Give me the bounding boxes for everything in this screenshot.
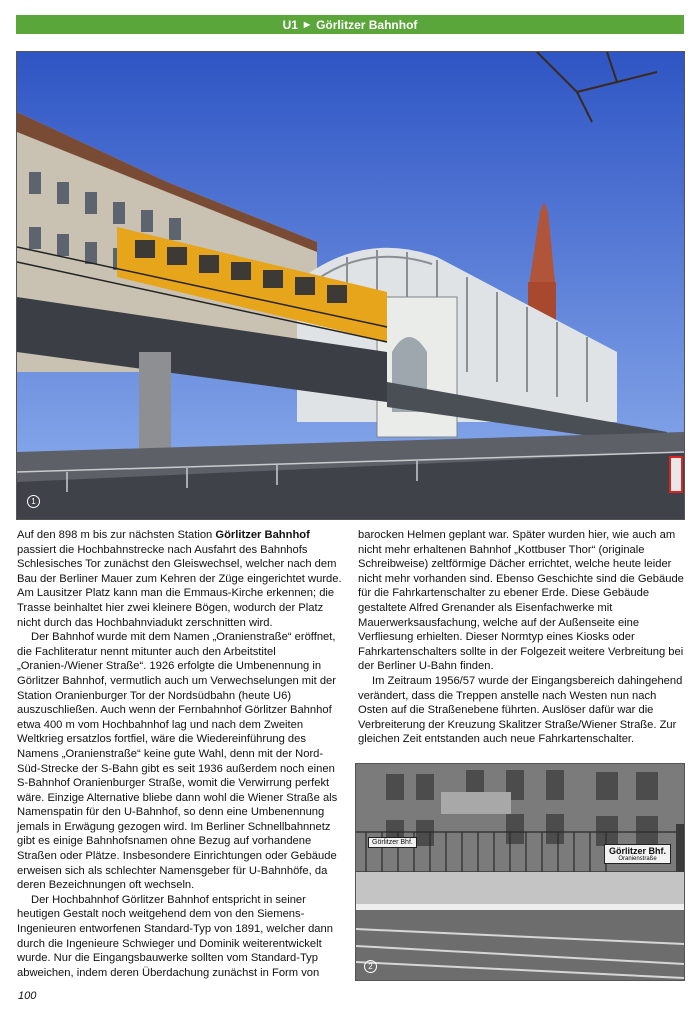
text-column-left xyxy=(17,528,343,980)
photo-1-number: 1 xyxy=(27,495,40,508)
station-name-bold: Görlitzer Bahnhof xyxy=(215,529,310,541)
section-header xyxy=(16,15,684,34)
photo-2-illustration xyxy=(356,764,684,980)
paragraph-naming: Der Bahnhof wurde mit dem Namen „Oranienstraße“ eröffnet, die Fachliteratur nennt mitunter auch den Arbeitstitel „Oranien-/Wiener Straße“. 1926 erfolgte die Umbenennung in Görlitzer Bahnhof, vermutlich auch um Verwechselungen mit der Station Oranienburger Tor der Nordsüdbahn (heute U6) auszuschließen. Auch wenn der Fernbahnhof Görlitzer Bahnhof etwa 400 m vom Hochbahnhof lag und nach dem Zweiten Weltkrieg ersatzlos fortfiel, wäre die Wiedereinführung des Namens „Oranienstraße“ keine gute Wahl, denn mit der Nord-Süd-Strecke der S-Bahn gibt es seit 1936 außerdem noch einen S-Bahnhof Oranienburger Straße, womit die Verwirrung perfekt wäre. Einzige Alternative bliebe dann wohl die Wiener Straße als Namenspatin für den U-Bahnhof, so denn eine Umbenennung jemals in Erwägung gezogen wird. Im Berliner Schnellbahnnetz gibt es einige Bahnhofsnamen ohne Bezug auf vorhandene Straßen oder Plätze. Insbesondere Einrichtungen oder Gebäude erweisen sich als schlechter Namensgeber für U-Bahnhöfe, da deren Bezeichnungen oft wechseln. xyxy=(17,631,338,892)
line-label: U1 xyxy=(282,17,298,32)
photo-platform-bw xyxy=(355,763,685,981)
paragraph-entrance-change: Im Zeitraum 1956/57 wurde der Eingangsbereich dahingehend verändert, dass die Treppen anstelle nach Westen nun nach Osten auf die Straßenebene führten. Auslöser dafür war die Verbreiterung der Kreuzung Skalitzer Straße/Wiener Straße. Zur gleichen Zeit entstanden auch neue Fahrkartenschalter. xyxy=(358,674,683,746)
triangle-right-icon: ▶ xyxy=(303,20,311,29)
paragraph-architecture: Der Hochbahnhof Görlitzer Bahnhof entspricht in seiner heutigen Gestalt noch weitgehend dem von den Siemens-Ingenieuren entworfenen Standard-Typ von 1891, welcher dann durch die Ingenieure Schwieger und Dominik weiterentwickelt wurde. Nur die Eingangsbauwerke sollten vom Standard-Typ abweichen, indem deren Überdachung zunächst in Form von xyxy=(17,893,333,979)
station-sign-left: Görlitzer Bhf. xyxy=(368,837,417,848)
page-number: 100 xyxy=(18,990,37,1002)
station-sign-right xyxy=(604,844,671,864)
paragraph-intro: Auf den 898 m bis zur nächsten Station Görlitzer Bahnhof passiert die Hochbahnstrecke nach Ausfahrt des Bahnhofs Schlesisches Tor zunächst den Gleiswechsel, welcher nach dem Bau der Berliner Mauer zum Kehren der Züge eingerichtet wurde. Am Lausitzer Platz kann man die Emmaus-Kirche erkennen; die Trasse beinhaltet hier zwei kleinere Bögen, wodurch der Platz nicht durch das Hochbahnviadukt zerschnitten wird. xyxy=(17,529,342,629)
station-sign-right-main: Görlitzer Bhf. xyxy=(609,846,667,856)
text-column-right xyxy=(358,528,684,747)
station-sign-right-sub: Oranienstraße xyxy=(618,856,657,862)
photo-2-number: 2 xyxy=(364,960,377,973)
paragraph-kiosks: barocken Helmen geplant war. Später wurden hier, wie auch am nicht mehr erhaltenen Bahnhof „Kottbuser Thor“ (originale Schreibweise) zeltförmige Dächer errichtet, welche heute leider nicht mehr vorhanden sind. Ebenso Geschichte sind die Gebäude für die Fahrkartenschalter zu ebener Erde. Diese Gebäude gestaltete Alfred Grenander als Eisenfachwerke mit Mauerwerksausfachung, welche auf der Außenseite eine Verfliesung erhielten. Dieser Normtyp eines Kiosks oder Fahrkartenschalters sollte in der Folgezeit weitere Verbreitung bei der Berliner U-Bahn finden. xyxy=(358,529,684,673)
station-title: Görlitzer Bahnhof xyxy=(316,17,418,32)
photo-1-illustration xyxy=(17,52,684,519)
photo-elevated-station xyxy=(16,51,685,520)
